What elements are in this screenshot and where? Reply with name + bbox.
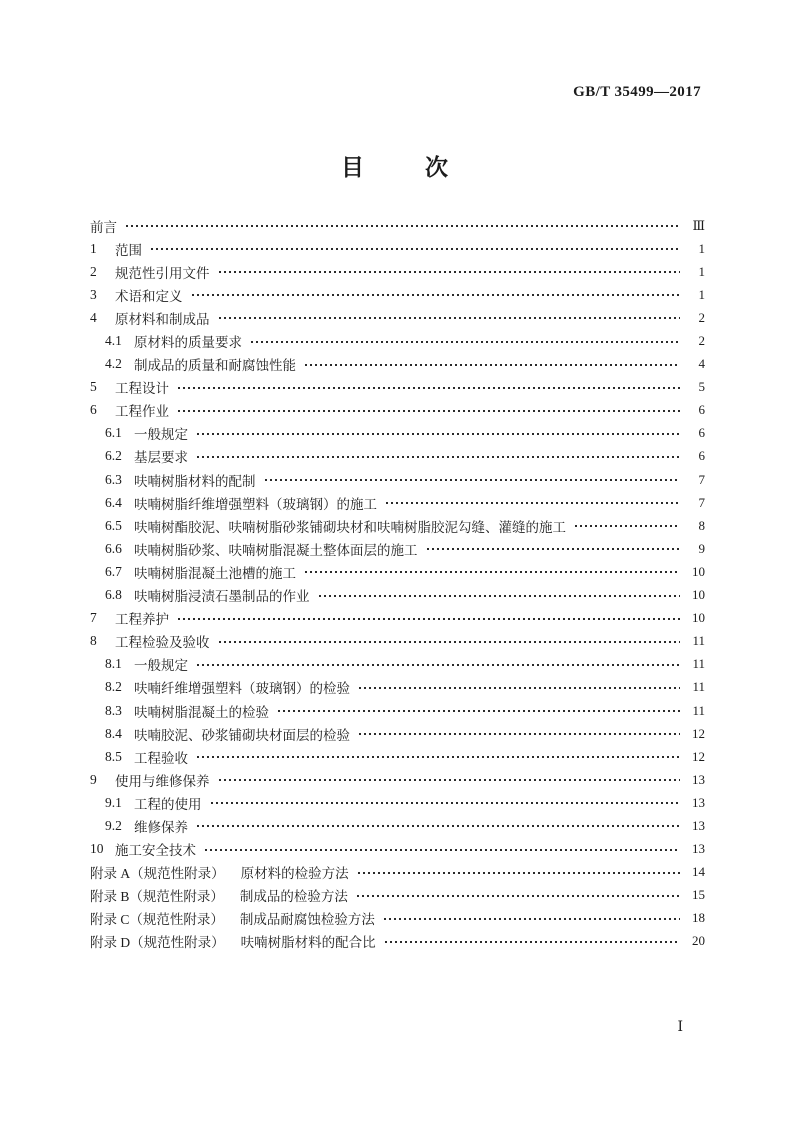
dot-leader — [219, 271, 681, 273]
toc-entry-title: 原材料的质量要求 — [134, 335, 242, 351]
dot-leader — [575, 525, 680, 527]
toc-entry-number: 6.7 — [105, 563, 122, 579]
toc-entry-page: 8 — [698, 517, 705, 533]
toc-entry-page: 13 — [692, 841, 705, 857]
toc-entry-page: 10 — [692, 587, 705, 603]
toc-entry-page: 14 — [692, 864, 705, 880]
dot-leader — [359, 733, 680, 735]
toc-entry — [90, 861, 705, 884]
dot-leader — [178, 618, 680, 620]
toc-entry — [90, 283, 705, 306]
toc-entry-title: 制成品耐腐蚀检验方法 — [239, 912, 375, 928]
toc-entry-title: 呋喃树脂纤维增强塑料（玻璃钢）的施工 — [134, 496, 377, 512]
dot-leader — [219, 317, 681, 319]
toc-entry-title: 工程设计 — [115, 381, 169, 397]
toc-entry-page: 9 — [698, 540, 705, 556]
toc-entry-number: 6.1 — [105, 425, 122, 441]
toc-entry-title: 范围 — [115, 242, 142, 258]
toc-entry-page: 5 — [698, 379, 705, 395]
toc-entry-title: 工程的使用 — [134, 796, 202, 812]
toc-entry-number: 3 — [90, 286, 97, 302]
dot-leader — [358, 872, 680, 874]
toc-entry — [90, 329, 705, 352]
toc-entry-title: 一般规定 — [134, 658, 188, 674]
page-title: 目 次 — [341, 155, 453, 180]
dot-leader — [305, 571, 680, 573]
toc-entry — [90, 584, 705, 607]
toc-entry — [90, 237, 705, 260]
table-of-contents — [90, 214, 705, 953]
toc-entry-number: 8.4 — [105, 725, 122, 741]
toc-entry-title: 呋喃树脂混凝土池槽的施工 — [134, 565, 296, 581]
toc-entry-page: 13 — [692, 794, 705, 810]
toc-entry — [90, 399, 705, 422]
toc-entry-number: 9.2 — [105, 817, 122, 833]
toc-entry-page: 2 — [698, 309, 705, 325]
toc-entry-number: 6.4 — [105, 494, 122, 510]
toc-entry-title: 原材料和制成品 — [115, 311, 210, 327]
toc-entry-title: 一般规定 — [134, 427, 188, 443]
toc-entry — [90, 884, 705, 907]
dot-leader — [192, 294, 681, 296]
toc-entry-page: 12 — [692, 748, 705, 764]
dot-leader — [385, 941, 680, 943]
toc-entry-number: 6.3 — [105, 471, 122, 487]
toc-entry — [90, 930, 705, 953]
dot-leader — [386, 502, 680, 504]
toc-entry — [90, 445, 705, 468]
dot-leader — [197, 825, 680, 827]
toc-entry-page: 6 — [698, 448, 705, 464]
toc-entry — [90, 630, 705, 653]
toc-entry — [90, 768, 705, 791]
toc-entry-title: 使用与维修保养 — [115, 773, 210, 789]
toc-entry — [90, 745, 705, 768]
toc-entry-page: 11 — [692, 633, 705, 649]
toc-entry-page: 13 — [692, 771, 705, 787]
toc-entry-title: 呋喃树酯胶泥、呋喃树脂砂浆铺砌块材和呋喃树脂胶泥勾缝、灌缝的施工 — [134, 519, 566, 535]
toc-entry — [90, 907, 705, 930]
toc-entry-number: 2 — [90, 263, 97, 279]
dot-leader — [126, 225, 680, 227]
dot-leader — [151, 248, 680, 250]
dot-leader — [197, 433, 680, 435]
toc-entry-title: 术语和定义 — [115, 288, 183, 304]
toc-entry — [90, 653, 705, 676]
toc-entry-page: 1 — [698, 240, 705, 256]
toc-entry — [90, 376, 705, 399]
toc-entry-number: 5 — [90, 379, 97, 395]
toc-entry-number: 6 — [90, 402, 97, 418]
toc-entry — [90, 607, 705, 630]
toc-entry-number: 10 — [90, 841, 104, 857]
dot-leader — [305, 364, 680, 366]
toc-entry-page: 12 — [692, 725, 705, 741]
toc-entry — [90, 676, 705, 699]
toc-entry-number: 8.5 — [105, 748, 122, 764]
dot-leader — [197, 456, 680, 458]
toc-entry-number: 9 — [90, 771, 97, 787]
toc-entry-page: 18 — [692, 910, 705, 926]
toc-entry-page: 11 — [692, 656, 705, 672]
toc-entry-title: 维修保养 — [134, 819, 188, 835]
toc-entry — [90, 260, 705, 283]
toc-entry-number: 附录 C（规范性附录） — [90, 912, 224, 928]
dot-leader — [178, 387, 680, 389]
toc-entry — [90, 838, 705, 861]
toc-entry-number: 6.5 — [105, 517, 122, 533]
toc-entry — [90, 537, 705, 560]
toc-entry-number: 6.2 — [105, 448, 122, 464]
toc-entry-number: 6.6 — [105, 540, 122, 556]
toc-entry-title: 规范性引用文件 — [115, 265, 210, 281]
toc-entry-page: 10 — [692, 610, 705, 626]
toc-entry — [90, 353, 705, 376]
toc-entry-title: 制成品的质量和耐腐蚀性能 — [134, 358, 296, 374]
dot-leader — [319, 595, 681, 597]
dot-leader — [427, 548, 681, 550]
toc-entry-title: 呋喃树脂材料的配制 — [134, 473, 256, 489]
toc-entry-page: 15 — [692, 887, 705, 903]
toc-entry-title: 工程检验及验收 — [115, 635, 210, 651]
toc-entry-number: 8.2 — [105, 679, 122, 695]
toc-entry-number: 附录 D（规范性附录） — [90, 935, 225, 951]
toc-entry-page: 7 — [698, 471, 705, 487]
toc-entry-page: 13 — [692, 817, 705, 833]
toc-entry-title: 原材料的检验方法 — [240, 866, 349, 882]
toc-entry-number: 9.1 — [105, 794, 122, 810]
dot-leader — [265, 479, 681, 481]
toc-entry-page: 10 — [692, 563, 705, 579]
toc-entry-title: 前言 — [90, 219, 117, 235]
toc-entry-number: 4.1 — [105, 333, 122, 349]
toc-entry-title: 呋喃树脂材料的配合比 — [240, 935, 376, 951]
toc-entry-title: 呋喃树脂浸渍石墨制品的作业 — [134, 589, 310, 605]
dot-leader — [197, 756, 680, 758]
toc-entry — [90, 514, 705, 537]
toc-entry-page: 7 — [698, 494, 705, 510]
toc-entry-number: 4.2 — [105, 356, 122, 372]
toc-entry-number: 4 — [90, 309, 97, 325]
dot-leader — [359, 687, 680, 689]
dot-leader — [384, 918, 680, 920]
toc-entry-title: 制成品的检验方法 — [239, 889, 348, 905]
toc-entry-number: 附录 A（规范性附录） — [90, 866, 225, 882]
dot-leader — [197, 664, 680, 666]
toc-entry — [90, 814, 705, 837]
toc-entry-page: 2 — [698, 333, 705, 349]
toc-entry-title: 呋喃胶泥、砂浆铺砌块材面层的检验 — [134, 727, 350, 743]
toc-entry-number: 8.1 — [105, 656, 122, 672]
footer-page-number: Ⅰ — [677, 1020, 683, 1035]
toc-entry-page: 11 — [692, 679, 705, 695]
toc-entry-number: 附录 B（规范性附录） — [90, 889, 224, 905]
toc-entry-page: 1 — [698, 263, 705, 279]
toc-entry — [90, 306, 705, 329]
toc-entry-page: 6 — [698, 402, 705, 418]
dot-leader — [178, 410, 680, 412]
toc-entry — [90, 422, 705, 445]
toc-entry — [90, 468, 705, 491]
toc-entry-page: 1 — [698, 286, 705, 302]
toc-entry-number: 1 — [90, 240, 97, 256]
dot-leader — [278, 710, 680, 712]
toc-entry-page: Ⅲ — [692, 217, 705, 233]
toc-entry-number: 7 — [90, 610, 97, 626]
dot-leader — [219, 641, 681, 643]
toc-entry-title: 工程作业 — [115, 404, 169, 420]
toc-entry-title: 呋喃纤维增强塑料（玻璃钢）的检验 — [134, 681, 350, 697]
toc-entry — [90, 699, 705, 722]
dot-leader — [251, 341, 680, 343]
dot-leader — [219, 779, 681, 781]
standard-number: GB/T 35499—2017 — [573, 84, 701, 100]
toc-entry-number: 8.3 — [105, 702, 122, 718]
toc-entry-title: 施工安全技术 — [115, 843, 196, 859]
toc-entry-page: 11 — [692, 702, 705, 718]
toc-entry-title: 工程养护 — [115, 612, 169, 628]
toc-entry-number: 6.8 — [105, 587, 122, 603]
toc-entry-title: 呋喃树脂混凝土的检验 — [134, 704, 269, 720]
dot-leader — [211, 802, 681, 804]
toc-entry-page: 20 — [692, 933, 705, 949]
toc-entry-number: 8 — [90, 633, 97, 649]
toc-entry — [90, 214, 705, 237]
toc-entry — [90, 491, 705, 514]
dot-leader — [357, 895, 680, 897]
toc-entry — [90, 722, 705, 745]
toc-entry — [90, 560, 705, 583]
toc-entry — [90, 791, 705, 814]
toc-entry-title: 基层要求 — [134, 450, 188, 466]
toc-entry-page: 6 — [698, 425, 705, 441]
toc-entry-title: 工程验收 — [134, 750, 188, 766]
dot-leader — [205, 849, 680, 851]
toc-entry-title: 呋喃树脂砂浆、呋喃树脂混凝土整体面层的施工 — [134, 542, 418, 558]
toc-entry-page: 4 — [698, 356, 705, 372]
